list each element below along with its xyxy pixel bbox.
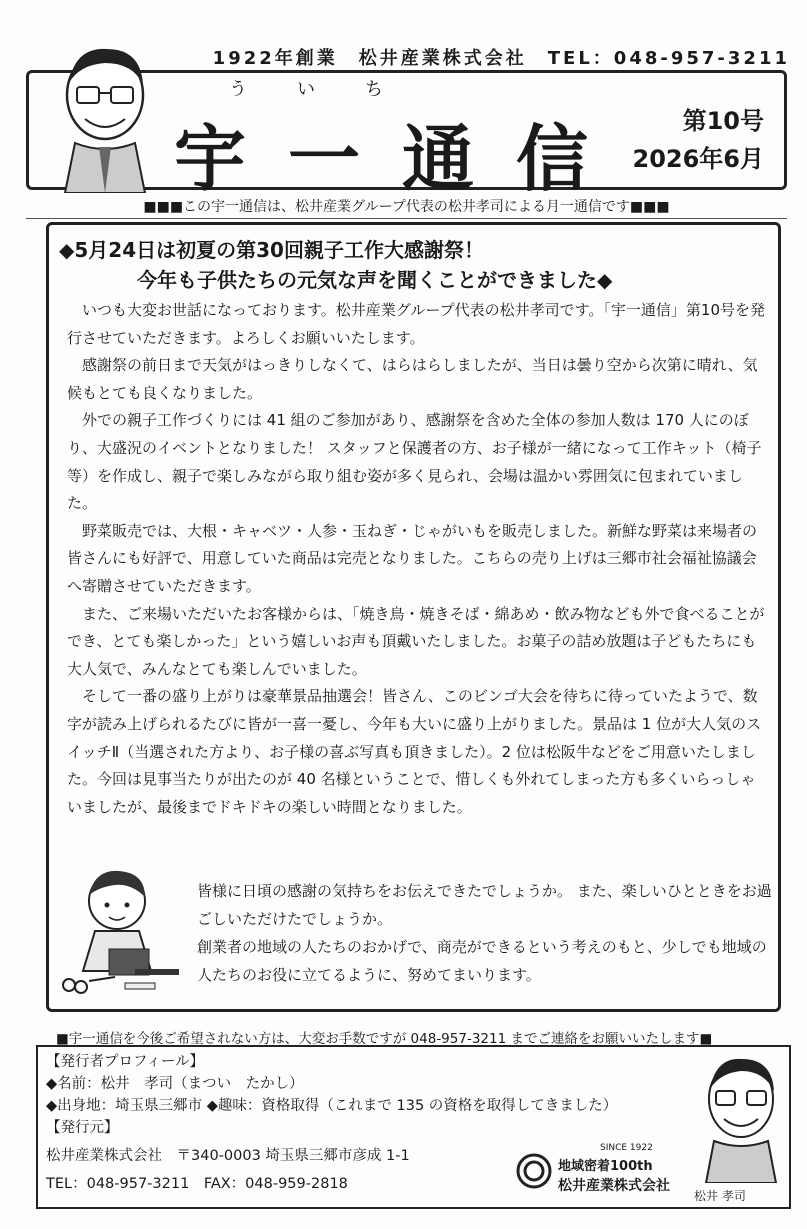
logo-company: 松井産業株式会社: [558, 1178, 670, 1194]
closing-text: [197, 877, 777, 989]
company-line: 1922年創業 松井産業株式会社 TEL：048-957-3211: [212, 48, 790, 69]
headline-line-1: ◆5月24日は初夏の第30回親子工作大感謝祭！: [59, 238, 484, 262]
masthead: [26, 70, 787, 201]
paragraph: 感謝祭の前日まで天気がはっきりしなくて、はらはらしましたが、当日は曇り空から次第に晴れ、気候もとても良くなりました。: [67, 356, 758, 402]
subtitle-line: ■■■この宇一通信は、松井産業グループ代表の松井孝司による月一通信です■■■: [26, 196, 787, 219]
headline-line-2: 今年も子供たちの元気な声を聞くことができました◆: [137, 268, 613, 292]
title-ruby: ういち: [229, 79, 433, 100]
company-logo: [514, 1143, 724, 1199]
profile-name: ◆名前：松井 孝司（まつい たかし）: [46, 1076, 304, 1092]
issue-date: 2026年6月: [632, 145, 764, 173]
issue-number: 第10号: [682, 107, 764, 135]
publisher-address: 松井産業株式会社 〒340-0003 埼玉県三郷市彦成 1-1: [46, 1148, 410, 1164]
child-craft-illustration-icon: [55, 861, 190, 1001]
page-title: 宇一通信: [174, 116, 631, 201]
publisher-heading: 【発行元】: [46, 1120, 119, 1136]
logo-mark-icon: [514, 1151, 554, 1191]
profile-origin-hobby: [46, 1095, 617, 1117]
publisher-portrait-icon: [698, 1053, 784, 1183]
article-body: [67, 297, 767, 821]
logo-tagline: 地域密着100th: [558, 1159, 653, 1174]
founder-portrait-icon: [55, 43, 155, 193]
closing-paragraph: 創業者の地域の人たちのおかげで、商売ができるという考えのもと、少しでも地域の人たちのお役に立てるように、努めてまいります。: [197, 938, 767, 984]
publisher-contact: TEL：048-957-3211 FAX：048-959-2818: [46, 1176, 348, 1192]
paragraph: 外での親子工作づくりには 41 組のご参加があり、感謝祭を含めた全体の参加人数は 170 人にのぼり、大盛況のイベントとなりました！ スタッフと保護者の方、お子様が一緒になって工作キット（椅子等）を作成し、親子で楽しみながら取り組む姿が多く見られ、会場は温かい雰囲気に包まれていました。: [67, 411, 762, 513]
profile-hobby: ◆趣味：資格取得（これまで 135 の資格を取得してきました）: [206, 1098, 618, 1114]
paragraph: また、ご来場いただいたお客様からは、「焼き鳥・焼きそば・綿あめ・飲み物なども外で食べることができ、とても楽しかった」という嬉しいお声も頂戴いたしました。お菓子の詰め放題は子どもたちにも大人気で、みんなとても楽しんでいました。: [67, 604, 765, 678]
signature: 松井 孝司: [694, 1189, 746, 1203]
unsubscribe-notice: ■宇一通信を今後ご希望されない方は、大変お手数ですが 048-957-3211 までご連絡をお願いいたします■: [56, 1031, 713, 1047]
paragraph: いつも大変お世話になっております。松井産業グループ代表の松井孝司です。「宇一通信」第10号を発行させていただきます。よろしくお願いいたします。: [67, 301, 765, 347]
paragraph: 野菜販売では、大根・キャベツ・人参・玉ねぎ・じゃがいもを販売しました。新鮮な野菜は来場者の皆さんにも好評で、用意していた商品は完売となりました。こちらの売り上げは三郷市社会福祉協議会へ寄贈させていただきます。: [67, 521, 758, 595]
logo-since: SINCE 1922: [600, 1143, 653, 1153]
paragraph: そして一番の盛り上がりは豪華景品抽選会！皆さん、このビンゴ大会を待ちに待っていたようで、数字が読み上げられるたびに皆が一喜一憂し、今年も大いに盛り上がりました。景品は 1 位が大人気のスイッチⅡ（当選された方より、お子様の喜ぶ写真も頂きました）。2 位は松阪牛などをご用意いたしました。今回は見事当たりが出たのが 40 名様ということで、惜しくも外れてしまった方も多くいらっしゃいましたが、最後までドキドキの楽しい時間となりました。: [67, 687, 762, 816]
profile-origin: ◆出身地：埼玉県三郷市: [46, 1098, 203, 1114]
headline: [59, 235, 769, 295]
closing-paragraph: 皆様に日頃の感謝の気持ちをお伝えできたでしょうか。 また、楽しいひとときをお過ごしいただけたでしょうか。: [197, 882, 772, 928]
profile-heading: 【発行者プロフィール】: [46, 1054, 205, 1070]
publisher-profile: [36, 1045, 791, 1209]
article-box: [46, 222, 781, 1012]
